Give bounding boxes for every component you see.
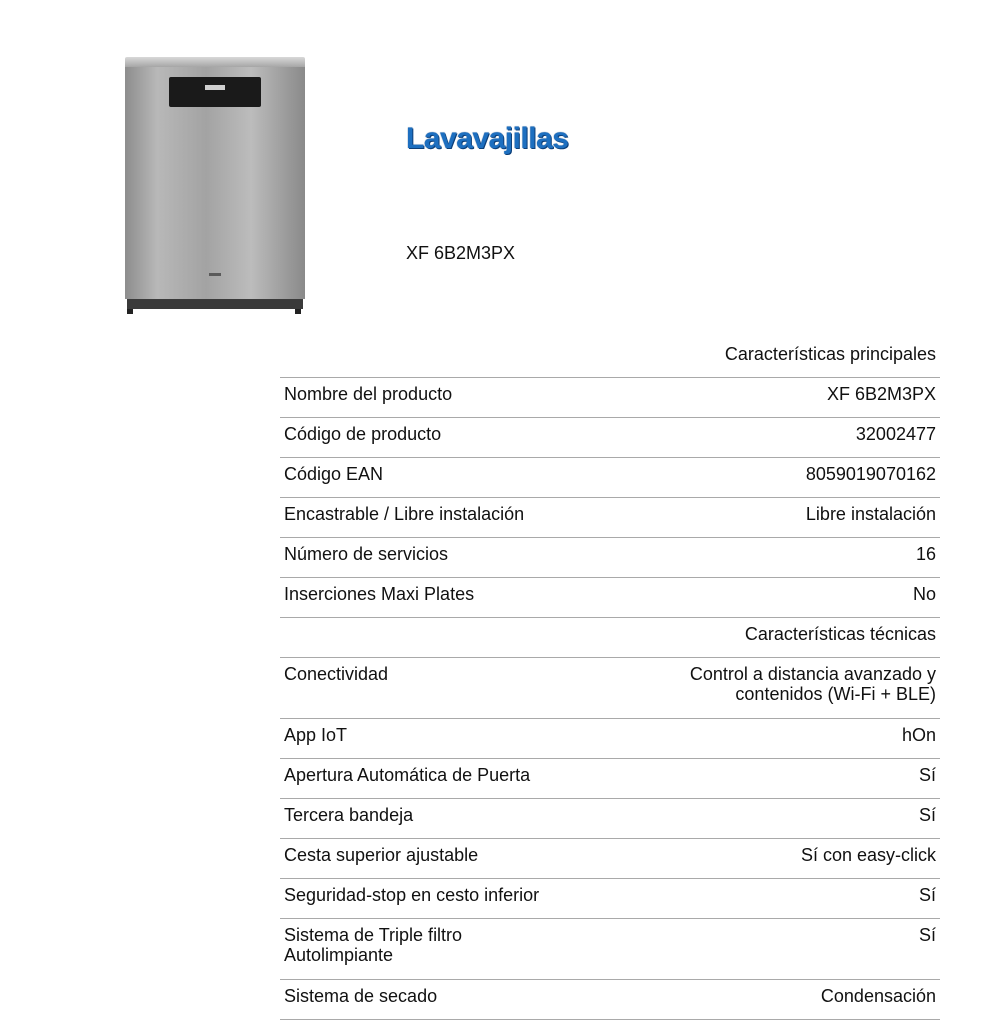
spec-row-upper-basket [280,839,940,879]
spec-label: Encastrable / Libre instalación [284,504,525,524]
spec-value: 32002477 [855,424,936,444]
spec-table [280,338,940,1020]
dishwasher-top [125,57,305,67]
section-header-main: Características principales [280,338,940,378]
spec-value: Condensación [820,986,936,1006]
spec-label: Sistema de Triple filtro Autolimpiante [284,925,463,965]
spec-label: Sistema de secado [284,986,438,1006]
dishwasher-door [125,67,305,299]
spec-row-ean [280,458,940,498]
spec-label: Seguridad-stop en cesto inferior [284,885,540,905]
brand-logo-mark [209,273,221,276]
spec-row-product-code [280,418,940,458]
spec-row-app-iot [280,719,940,759]
model-code: XF 6B2M3PX [406,243,516,263]
spec-row-installation [280,498,940,538]
spec-value: 8059019070162 [805,464,936,484]
dishwasher-foot-right [295,309,301,314]
spec-value: No [912,584,936,604]
spec-value: XF 6B2M3PX [826,384,936,404]
spec-value: Sí [918,765,936,785]
spec-row-place-settings [280,538,940,578]
dishwasher-control-panel [169,77,261,107]
dishwasher-foot-left [127,309,133,314]
spec-label: App IoT [284,725,348,745]
spec-label: Tercera bandeja [284,805,414,825]
spec-label: Código de producto [284,424,442,444]
section-header-technical: Características técnicas [280,618,940,658]
category-title: Lavavajillas [406,122,569,155]
spec-value: Control a distancia avanzado y contenidos (Wi-Fi + BLE) [689,664,936,704]
dishwasher-image [125,57,305,314]
spec-value: hOn [901,725,936,745]
spec-row-triple-filter [280,919,940,980]
spec-row-lower-basket-stop [280,879,940,919]
spec-value: Libre instalación [805,504,936,524]
spec-label: Apertura Automática de Puerta [284,765,531,785]
spec-label: Nombre del producto [284,384,453,404]
spec-label: Código EAN [284,464,384,484]
spec-label: Conectividad [284,664,389,684]
dishwasher-kickplate [127,299,303,309]
spec-label: Inserciones Maxi Plates [284,584,475,604]
spec-row-connectivity [280,658,940,719]
spec-row-auto-door [280,759,940,799]
spec-row-third-rack [280,799,940,839]
spec-value: 16 [915,544,936,564]
spec-row-product-name [280,378,940,418]
spec-value: Sí [918,925,936,945]
spec-row-maxi-plates [280,578,940,618]
spec-value: Sí con easy-click [800,845,936,865]
dishwasher-display [205,85,225,90]
spec-value: Sí [918,885,936,905]
spec-label: Número de servicios [284,544,449,564]
spec-value: Sí [918,805,936,825]
spec-label: Cesta superior ajustable [284,845,479,865]
spec-row-drying-system [280,980,940,1020]
